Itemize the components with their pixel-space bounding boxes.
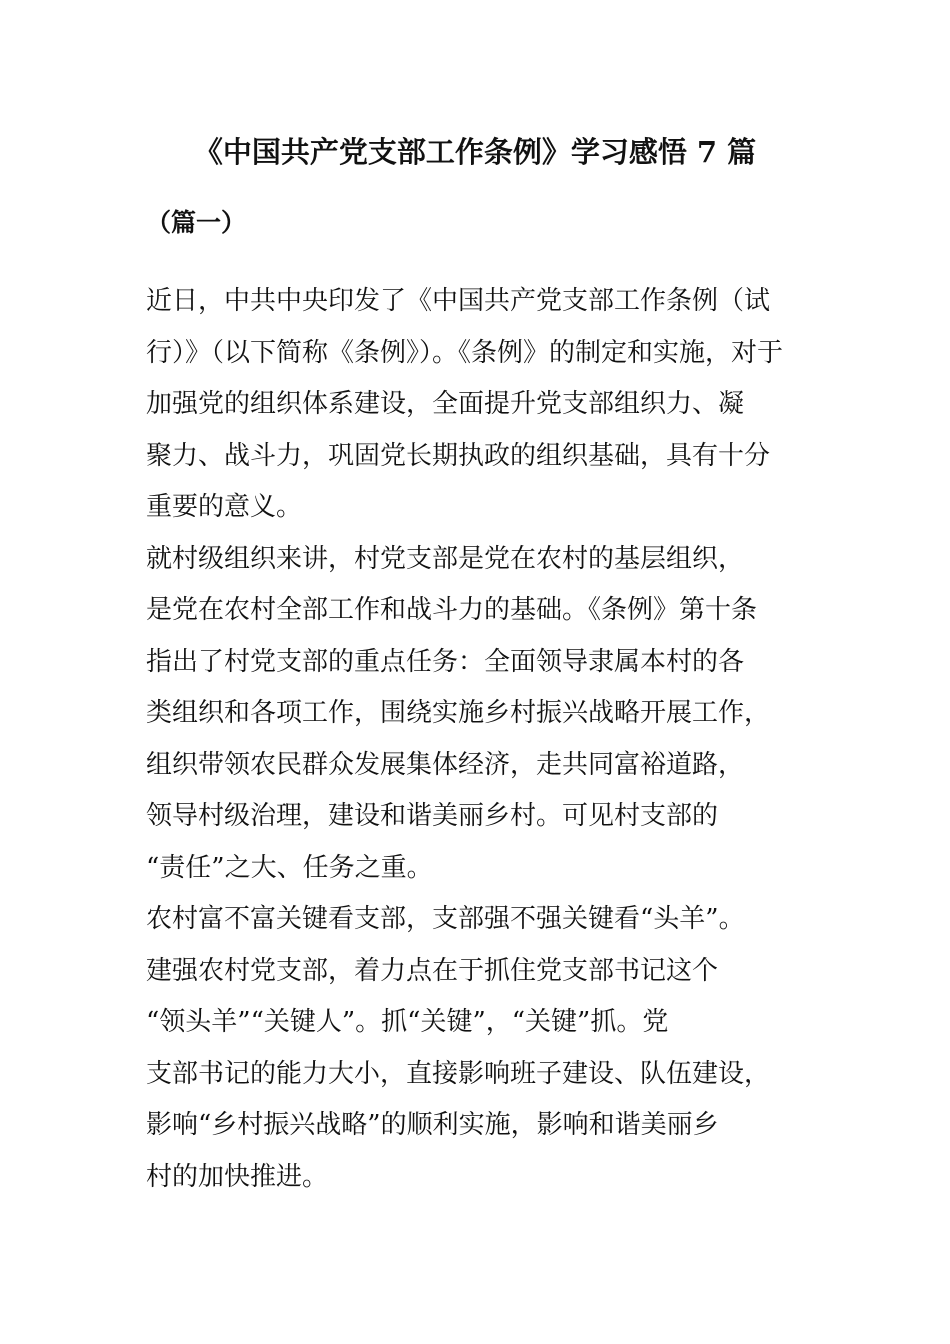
body-line: 领导村级治理，建设和谐美丽乡村。可见村支部的 <box>146 801 719 831</box>
body-line: 组织带领农民群众发展集体经济，走共同富裕道路， <box>146 749 745 780</box>
body-line: 是党在农村全部工作和战斗力的基础。《条例》第十条 <box>146 595 758 625</box>
body-line: 聚力、战斗力，巩固党长期执政的组织基础，具有十分 <box>146 440 771 471</box>
body-line: 就村级组织来讲，村党支部是党在农村的基层组织， <box>146 543 745 574</box>
body-line: 影响“乡村振兴战略”的顺利实施，影响和谐美丽乡 <box>146 1110 719 1140</box>
body-line: “责任”之大、任务之重。 <box>146 852 433 883</box>
body-line: 重要的意义。 <box>146 492 303 522</box>
body-line: 加强党的组织体系建设，全面提升党支部组织力、凝 <box>146 389 745 419</box>
body-line: 支部书记的能力大小，直接影响班子建设、队伍建设， <box>146 1058 771 1089</box>
body-line: 村的加快推进。 <box>146 1161 329 1192</box>
section-heading: （篇一） <box>146 208 247 237</box>
body-line: 行）》（以下简称《条例》）。《条例》的制定和实施，对于 <box>146 337 784 368</box>
body-line: 类组织和各项工作，围绕实施乡村振兴战略开展工作， <box>146 698 771 728</box>
document-title: 《中国共产党支部工作条例》学习感悟 7 篇 <box>193 135 757 169</box>
body-line: 建强农村党支部，着力点在于抓住党支部书记这个 <box>146 955 719 986</box>
body-line: 指出了村党支部的重点任务：全面领导隶属本村的各 <box>146 646 745 677</box>
body-line: 农村富不富关键看支部，支部强不强关键看“头羊”。 <box>146 904 745 934</box>
body-text <box>146 276 836 1203</box>
body-line: “领头羊”“关键人”。抓“关键”，“关键”抓。党 <box>146 1007 669 1037</box>
body-line: 近日，中共中央印发了《中国共产党支部工作条例（试 <box>146 286 771 316</box>
